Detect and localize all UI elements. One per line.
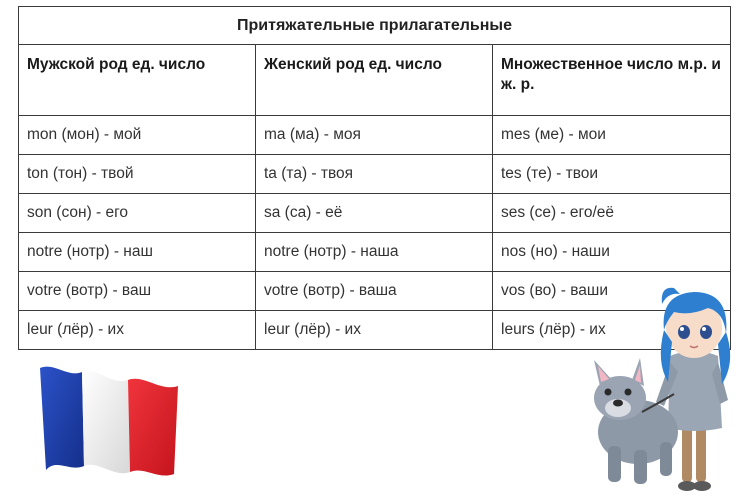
table-row: [19, 116, 731, 155]
table-row: [19, 155, 731, 194]
table-cell: ma (ма) - моя: [256, 116, 493, 155]
table-cell: sa (са) - её: [256, 194, 493, 233]
header-plural: Множественное число м.р. и ж. р.: [493, 45, 731, 116]
table-cell: nos (но) - наши: [493, 233, 731, 272]
table-header-row: [19, 45, 731, 116]
girl-with-bulldog-illustration: [590, 282, 750, 500]
table-title: Притяжательные прилагательные: [19, 7, 731, 45]
table-cell: leur (лёр) - их: [256, 311, 493, 350]
table-cell: notre (нотр) - наш: [19, 233, 256, 272]
table-row: [19, 233, 731, 272]
table-cell: tes (те) - твои: [493, 155, 731, 194]
table-cell: son (сон) - его: [19, 194, 256, 233]
french-flag-icon: [32, 362, 182, 482]
table-cell: votre (вотр) - ваш: [19, 272, 256, 311]
table-row: [19, 194, 731, 233]
table-cell: ses (се) - его/её: [493, 194, 731, 233]
table-title-row: [19, 7, 731, 45]
table-cell: leurs (лёр) - их: [493, 311, 731, 350]
table-cell: votre (вотр) - ваша: [256, 272, 493, 311]
table-cell: ton (тон) - твой: [19, 155, 256, 194]
table-cell: leur (лёр) - их: [19, 311, 256, 350]
table-cell: notre (нотр) - наша: [256, 233, 493, 272]
table-cell: mes (ме) - мои: [493, 116, 731, 155]
header-masculine-singular: Мужской род ед. число: [19, 45, 256, 116]
table-cell: ta (та) - твоя: [256, 155, 493, 194]
table-cell: mon (мон) - мой: [19, 116, 256, 155]
header-feminine-singular: Женский род ед. число: [256, 45, 493, 116]
table-cell: vos (во) - ваши: [493, 272, 731, 311]
